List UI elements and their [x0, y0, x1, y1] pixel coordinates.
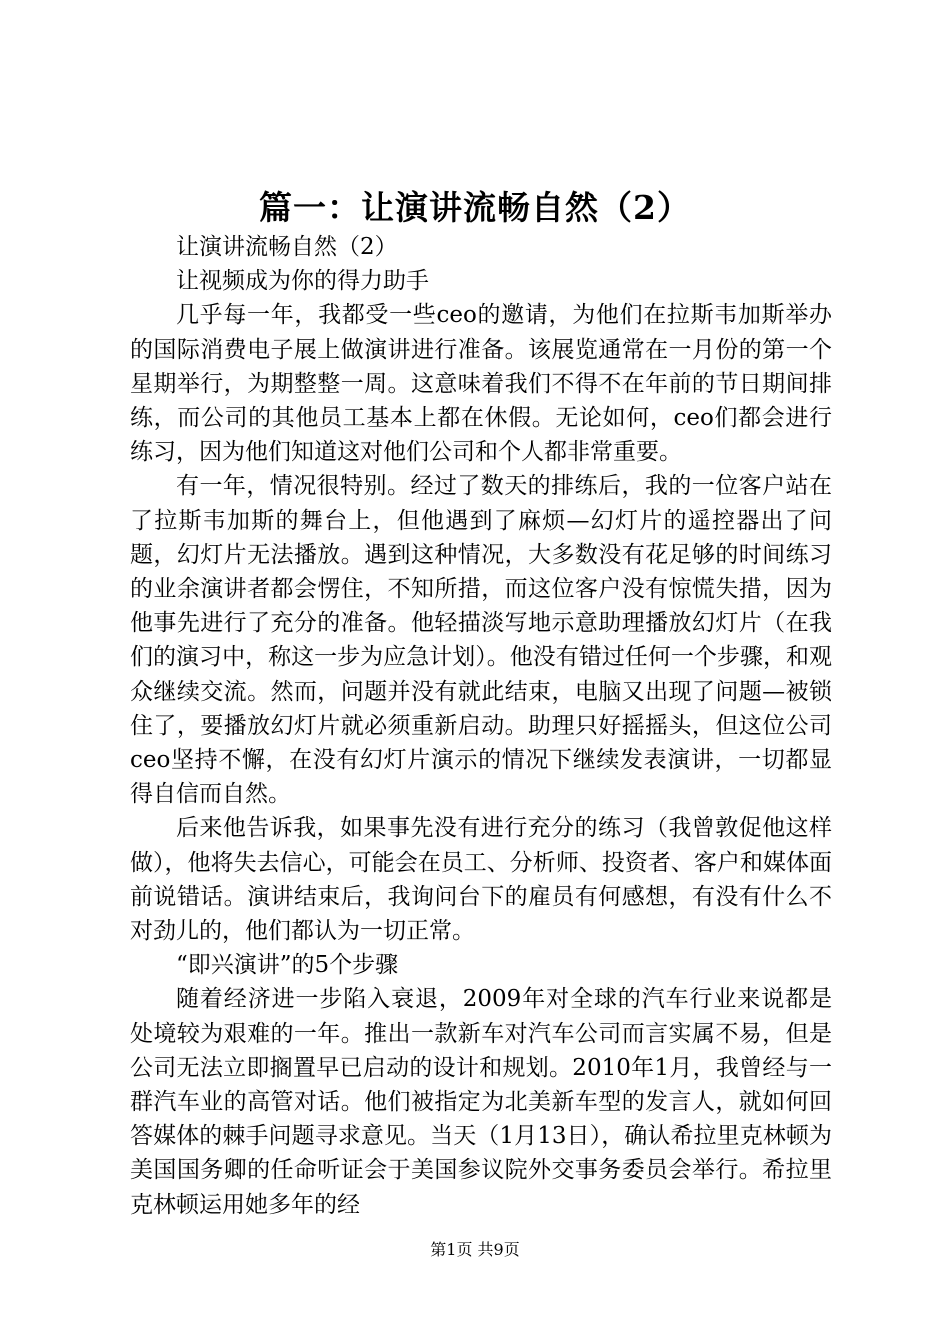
body-paragraph: 随着经济进一步陷入衰退，2009年对全球的汽车行业来说都是处境较为艰难的一年。推出一款新车对汽车公司而言实属不易，但是公司无法立即搁置早已启动的设计和规划。2010年1月，我曾经与一群汽车业的高管对话。他们被指定为北美新车型的发言人，就如何回答媒体的棘手问题寻求意见。当天（1月13日），确认希拉里克林顿为美国国务卿的任命听证会于美国参议院外交事务委员会举行。希拉里克林顿运用她多年的经 — [130, 986, 832, 1218]
section-heading: 让视频成为你的得力助手 — [176, 268, 429, 295]
document-body — [130, 230, 832, 1222]
section-heading: “即兴演讲”的5个步骤 — [176, 952, 399, 979]
page-footer: 第1页 共9页 — [430, 1240, 520, 1259]
body-paragraph: 后来他告诉我，如果事先没有进行充分的练习（我曾敦促他这样做），他将失去信心，可能会在员工、分析师、投资者、客户和媒体面前说错话。演讲结束后，我询问台下的雇员有何感想，有没有什么不对劲儿的，他们都认为一切正常。 — [130, 815, 832, 945]
body-paragraph: 有一年，情况很特别。经过了数天的排练后，我的一位客户站在了拉斯韦加斯的舞台上，但他遇到了麻烦—幻灯片的遥控器出了问题，幻灯片无法播放。遇到这种情况，大多数没有花足够的时间练习的业余演讲者都会愣住，不知所措，而这位客户没有惊慌失措，因为他事先进行了充分的准备。他轻描淡写地示意助理播放幻灯片（在我们的演习中，称这一步为应急计划）。他没有错过任何一个步骤，和观众继续交流。然而，问题并没有就此结束，电脑又出现了问题—被锁住了，要播放幻灯片就必须重新启动。助理只好摇摇头，但这位公司ceo坚持不懈，在没有幻灯片演示的情况下继续发表演讲，一切都显得自信而自然。 — [130, 473, 832, 808]
body-paragraph: 几乎每一年，我都受一些ceo的邀请，为他们在拉斯韦加斯举办的国际消费电子展上做演讲进行准备。该展览通常在一月份的第一个星期举行，为期整整一周。这意味着我们不得不在年前的节日期间排练，而公司的其他员工基本上都在休假。无论如何，ceo们都会进行练习，因为他们知道这对他们公司和个人都非常重要。 — [130, 302, 832, 466]
subtitle-line: 让演讲流畅自然（2） — [176, 234, 398, 260]
document-title: 篇一：让演讲流畅自然（2） — [259, 188, 691, 227]
